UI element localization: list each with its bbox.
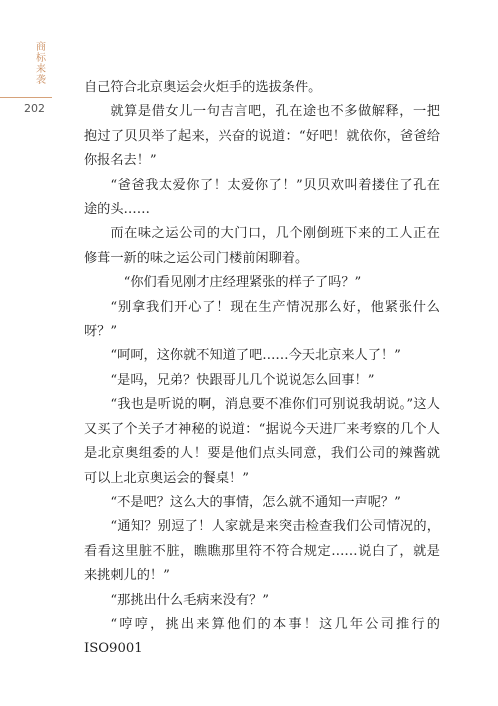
paragraph: “那挑出什么毛病来没有？”: [110, 592, 269, 608]
paragraph: 而在味之运公司的大门口，几个刚倒班下来的工人正在修葺一新的味之运公司门楼前闲聊着。: [84, 226, 440, 266]
body-text: [84, 76, 440, 662]
book-title-char: 袭: [36, 75, 46, 86]
paragraph: “爸爸我太爱你了！太爱你了！”贝贝欢叫着搂住了孔在途的头……: [84, 177, 440, 218]
paragraph: “别拿我们开心了！现在生产情况那么好，他紧张什么呀？”: [84, 299, 440, 340]
paragraph: “我也是听说的啊，消息要不准你们可别说我胡说。”这人又买了个关子才神秘的说道：“据说今天进厂来考察的几个人是北京奥组委的人！要是他们点头同意，我们公司的辣酱就可以上北京奥运会的餐桌！”: [84, 397, 440, 486]
paragraph: 就算是借女儿一句吉言吧，孔在途也不多做解释，一把抱过了贝贝举了起来，兴奋的说道：“好吧！就依你，爸爸给你报名去！”: [84, 104, 440, 169]
paragraph: “呵呵，这你就不知道了吧……今天北京来人了！”: [110, 348, 401, 364]
paragraph: “不是吧？这么大的事情，怎么就不通知一声呢？”: [110, 494, 401, 510]
page-number: 202: [24, 102, 45, 115]
paragraph: “通知？别逗了！人家就是来突击检查我们公司情况的，看看这里脏不脏，瞧瞧那里符不符合规定……说白了，就是来挑刺儿的！”: [84, 519, 440, 584]
paragraph: “是吗，兄弟？快跟哥儿几个说说怎么回事！”: [110, 372, 375, 388]
margin-divider: [0, 97, 52, 98]
paragraph: “哼哼，挑出来算他们的本事！这几年公司推行的ISO9001: [84, 616, 440, 657]
book-title-char: 商: [36, 42, 46, 53]
paragraph: “你们看见刚才庄经理紧张的样子了吗？”: [123, 275, 362, 291]
paragraph: 自己符合北京奥运会火炬手的选拔条件。: [84, 80, 322, 95]
book-title-char: 标: [36, 53, 46, 64]
book-title-char: 来: [36, 64, 46, 75]
book-title-vertical: [32, 42, 50, 86]
